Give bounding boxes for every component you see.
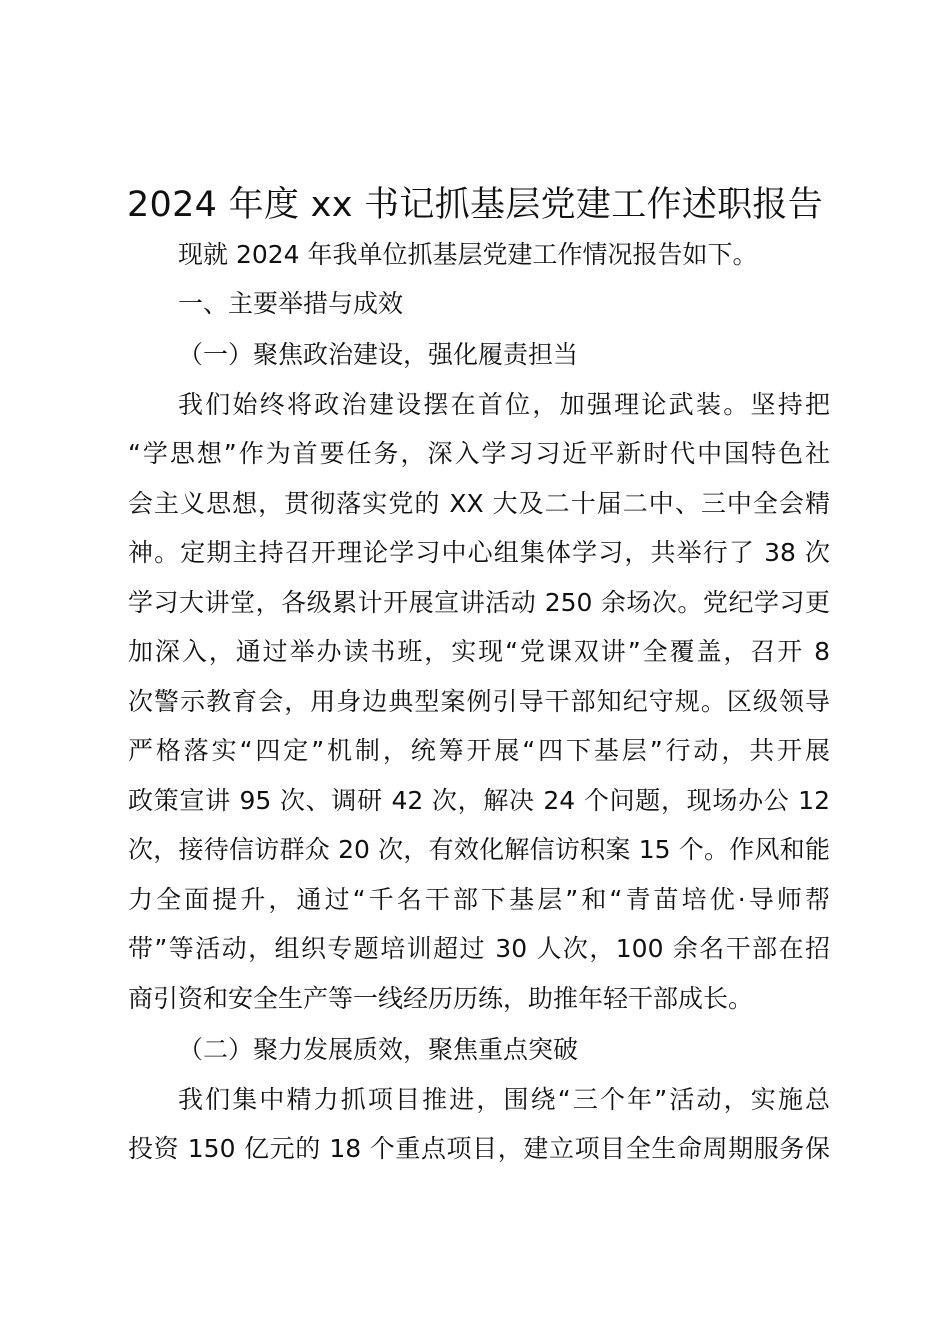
intro-paragraph: 现就 2024 年我单位抓基层党建工作情况报告如下。 <box>178 240 758 269</box>
paragraph-line: 政策宣讲 95 次、调研 42 次，解决 24 个问题，现场办公 12 <box>128 786 830 815</box>
paragraph-line: 严格落实“四定”机制，统筹开展“四下基层”行动，共开展 <box>128 736 830 765</box>
subsection-heading-1: （一）聚焦政治建设，强化履责担当 <box>178 340 579 369</box>
paragraph-line: 带”等活动，组织专题培训超过 30 人次，100 余名干部在招 <box>128 934 830 963</box>
paragraph-line: 次，接待信访群众 20 次，有效化解信访积案 15 个。作风和能 <box>128 835 830 864</box>
document-title: 2024 年度 xx 书记抓基层党建工作述职报告 <box>126 185 824 225</box>
paragraph-line: 商引资和安全生产等一线经历历练，助推年轻干部成长。 <box>128 984 754 1013</box>
paragraph-line: 神。定期主持召开理论学习中心组集体学习，共举行了 38 次 <box>128 538 830 567</box>
paragraph-line: 加深入，通过举办读书班，实现“党课双讲”全覆盖，召开 8 <box>128 637 830 666</box>
paragraph-line: 次警示教育会，用身边典型案例引导干部知纪守规。区级领导 <box>128 687 830 716</box>
paragraph-line: 会主义思想，贯彻落实党的 XX 大及二十届二中、三中全会精 <box>128 489 830 518</box>
paragraph-line: 我们始终将政治建设摆在首位，加强理论武装。坚持把 <box>178 390 830 419</box>
section-heading-1: 一、主要举措与成效 <box>178 289 404 318</box>
paragraph-line: “学思想”作为首要任务，深入学习习近平新时代中国特色社 <box>128 439 830 468</box>
subsection-heading-2: （二）聚力发展质效，聚焦重点突破 <box>178 1035 579 1064</box>
paragraph-line: 我们集中精力抓项目推进，围绕“三个年”活动，实施总 <box>178 1085 830 1114</box>
paragraph-line: 投资 150 亿元的 18 个重点项目，建立项目全生命周期服务保 <box>128 1134 830 1163</box>
paragraph-line: 学习大讲堂，各级累计开展宣讲活动 250 余场次。党纪学习更 <box>128 588 830 617</box>
paragraph-line: 力全面提升，通过“千名干部下基层”和“青苗培优·导师帮 <box>128 885 830 914</box>
